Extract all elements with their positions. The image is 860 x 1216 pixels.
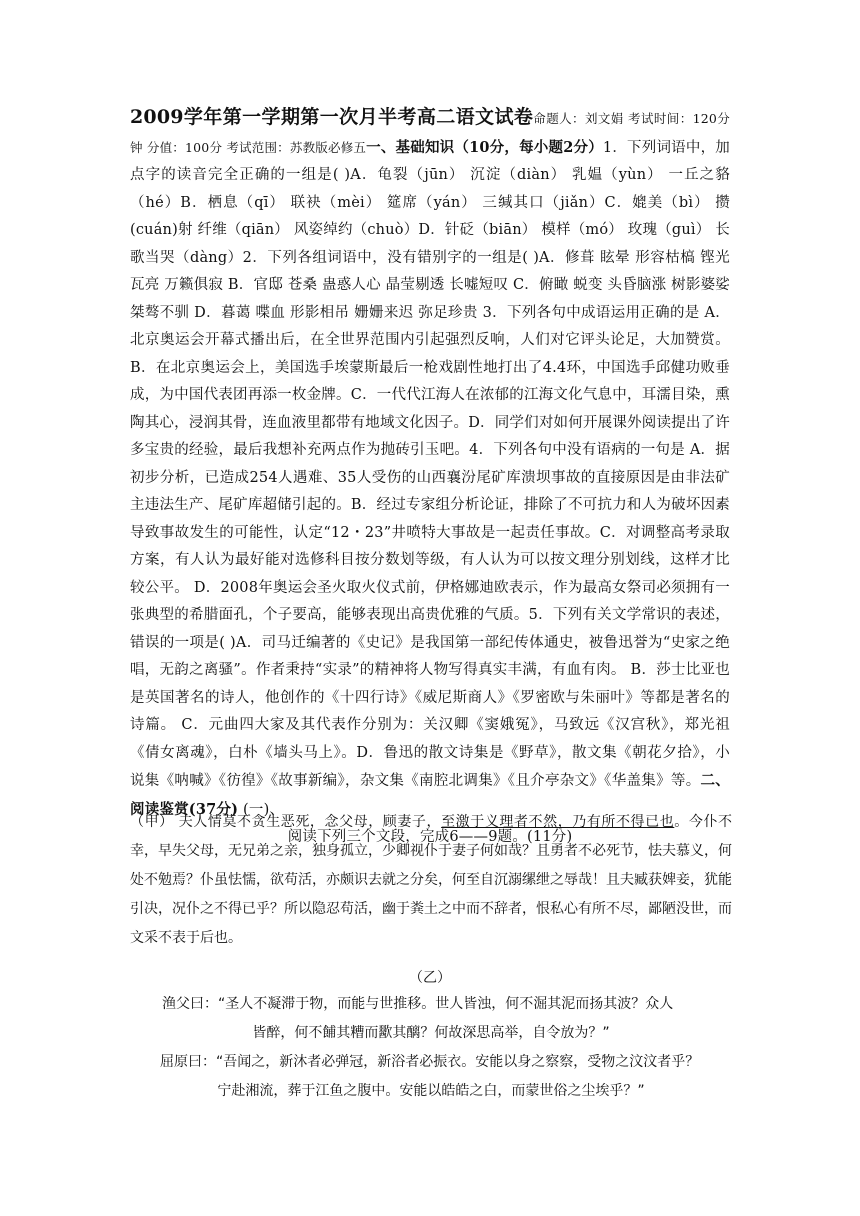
- exam-body: [130, 104, 730, 852]
- fisherman-line-2: 皆醉，何不餔其糟而歠其醨？何故深思高举，自令放为？”: [252, 1025, 610, 1041]
- section2-part: (一)、: [243, 801, 285, 818]
- section1-title: 一、基础知识（10分，每小题2分）: [366, 138, 603, 156]
- section1-questions: 1．下列词语中，加点字的读音完全正确的一组是( )A．龟裂（jūn） 沉淀（diàn） 乳媪（yùn） 一丘之貉（hé）B．栖息（qī） 联袂（mèi） 筵席（yán） 三缄其口（jiǎn）C．媲美（bì） 攒(cuán)射 纤维（qiān） 风姿绰约（chuò）D．针砭（biān） 模样（mó） 玫瑰（guì） 长歌当哭（dàng）2．下列各组词语中，没有错别字的一组是( )A．修葺 眩晕 形容枯槁 铿光瓦亮 万籁俱寂 B．官邸 苍桑 蛊惑人心 晶莹剔透 长嘘短叹 C．俯瞰 蜕变 头昏脑涨 树影婆娑 桀骜不驯 D．暮蔼 喋血 形影相吊 姗姗来迟 弥足珍贵 3．下列各句中成语运用正确的是 A．北京奥运会开幕式播出后，在全世界范围内引起强烈反响，人们对它评头论足，大加赞赏。 B．在北京奥运会上，美国选手埃蒙斯最后一枪戏剧性地打出了4.4环，中国选手邱健功败垂成，为中国代表团再添一枚金牌。C．一代代江海人在浓郁的江海文化气息中，耳濡目染，熏陶其心，浸润其骨，连血液里都带有地域文化因子。D．同学们对如何开展课外阅读提出了许多宝贵的经验，最后我想补充两点作为抛砖引玉吧。4．下列各句中没有语病的一句是 A．据初步分析，已造成254人遇难、35人受伤的山西襄汾尾矿库溃坝事故的直接原因是由非法矿主违法生产、尾矿库超储引起的。B．经过专家组分析论证，排除了不可抗力和人为破坏因素导致事故发生的可能性，认定“12・23”井喷特大事故是一起责任事故。C．对调整高考录取方案，有人认为最好能对选修科目按分数划等级，有人认为可以按文理分别划线，这样才比较公平。 D．2008年奥运会圣火取火仪式前，伊格娜迪欧表示，作为最高女祭司必须拥有一张典型的希腊面孔，个子要高，能够表现出高贵优雅的气质。5．下列有关文学常识的表述，错误的一项是( )A．司马迁编著的《史记》是我国第一部纪传体通史，被鲁迅誉为“史家之绝唱，无韵之离骚”。作者秉持“实录”的精神将人物写得真实丰满，有血有肉。 B．莎士比亚也是英国著名的诗人，他创作的《十四行诗》《威尼斯商人》《罗密欧与朱丽叶》等都是著名的诗篇。 C．元曲四大家及其代表作分别为：关汉卿《窦娥冤》，马致远《汉宫秋》，郑光祖《倩女离魂》，白朴《墙头马上》。D．鲁迅的散文诗集是《野草》，散文集《朝花夕拾》，小说集《呐喊》《彷徨》《故事新编》，杂文集《南腔北调集》《且介亭杂文》《华盖集》等。: [130, 139, 730, 789]
- passage-yi-quyuan: [130, 1048, 732, 1106]
- passage-jia-rest: 。今仆不幸，早失父母，无兄弟之亲，独身孤立，少卿视仆于妻子何如哉？且勇者不必死节，怯夫慕义，何处不勉焉？仆虽怯懦，欲苟活，亦颇识去就之分矣，何至自沉溺缧绁之辱哉！且夫臧获婢妾，犹能引决，况仆之不得已乎？所以隐忍苟活，幽于粪土之中而不辞者，恨私心有所不尽，鄙陋没世，而文采不表于后也。: [130, 814, 733, 946]
- passage-yi-fisherman: [130, 990, 732, 1048]
- section2-title: 二、阅读鉴赏(37分): [130, 772, 730, 818]
- passage-yi-title: （乙）: [409, 970, 451, 986]
- section2-instruction: 阅读下列三个文段，完成6——9题。(11分): [287, 829, 573, 845]
- quyuan-line-1: 屈原曰：“吾闻之，新沐者必弹冠，新浴者必振衣。安能以身之察察，受物之汶汶者乎？: [160, 1054, 700, 1070]
- quyuan-line-2: 宁赴湘流，葬于江鱼之腹中。安能以皓皓之白，而蒙世俗之尘埃乎？”: [217, 1083, 645, 1099]
- passage-jia: [130, 808, 732, 953]
- fisherman-line-1: 渔父曰：“圣人不凝滞于物，而能与世推移。世人皆浊，何不淈其泥而扬其波？众人: [162, 996, 674, 1012]
- passage-jia-start: （甲） 夫人情莫不贪生恶死，念父母，顾妻子，: [130, 814, 442, 830]
- passage-jia-underlined: 至激于义理者不然，乃有所不得已也: [441, 814, 675, 830]
- exam-title: 2009学年第一学期第一次月半考高二语文试卷: [130, 106, 534, 128]
- exam-meta: 命题人：刘文娟 考试时间：120分钟 分值：100分 考试范围：苏教版必修五: [130, 111, 730, 155]
